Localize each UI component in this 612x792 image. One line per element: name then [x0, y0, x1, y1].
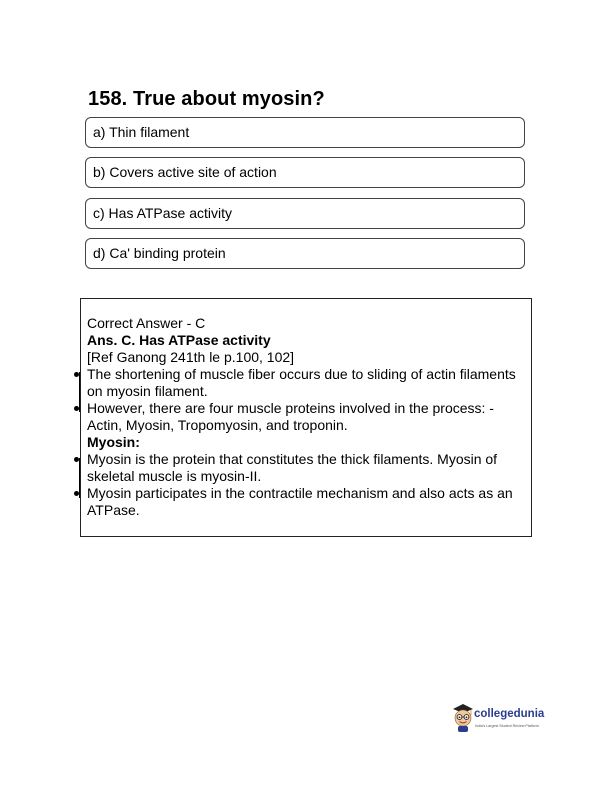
- option-a[interactable]: a) Thin filament: [85, 117, 525, 148]
- bullet-connector: [79, 372, 80, 412]
- brand-name: collegedunia: [474, 708, 545, 720]
- bullet-dot-icon: [74, 372, 79, 377]
- option-d[interactable]: d) Ca' binding protein: [85, 238, 525, 269]
- bullet-item: [87, 366, 527, 400]
- answer-content: [87, 315, 527, 519]
- option-c[interactable]: c) Has ATPase activity: [85, 198, 525, 229]
- bullet-dot-icon: [74, 406, 79, 411]
- option-b[interactable]: b) Covers active site of action: [85, 157, 525, 188]
- question-title: 158. True about myosin?: [88, 88, 325, 110]
- answer-reference: [Ref Ganong 241th le p.100, 102]: [87, 349, 295, 365]
- bullet-text: The shortening of muscle fiber occurs due to sliding of actin filaments on myosin filament.: [87, 366, 516, 399]
- bullet-text: Myosin is the protein that constitutes the thick filaments. Myosin of skeletal muscle is myosin-II.: [87, 451, 498, 484]
- bullet-text: Myosin participates in the contractile mechanism and also acts as an ATPase.: [87, 485, 513, 518]
- bullet-item: [87, 400, 527, 434]
- correct-answer-line: Correct Answer - C: [87, 315, 206, 331]
- bullet-dot-icon: [74, 491, 79, 496]
- bullet-text: However, there are four muscle proteins involved in the process: - Actin, Myosin, Tropomyosin, and troponin.: [87, 400, 494, 433]
- bullet-dot-icon: [74, 457, 79, 462]
- answer-subheading: Myosin:: [87, 434, 140, 450]
- answer-heading: Ans. C. Has ATPase activity: [87, 332, 271, 348]
- bullet-item: [87, 451, 527, 485]
- collegedunia-logo[interactable]: [452, 702, 547, 738]
- mascot-icon: [452, 702, 474, 732]
- bullet-connector: [79, 458, 80, 498]
- bullet-item: [87, 485, 527, 519]
- brand-tagline: India's Largest Student Review Platform: [475, 724, 539, 728]
